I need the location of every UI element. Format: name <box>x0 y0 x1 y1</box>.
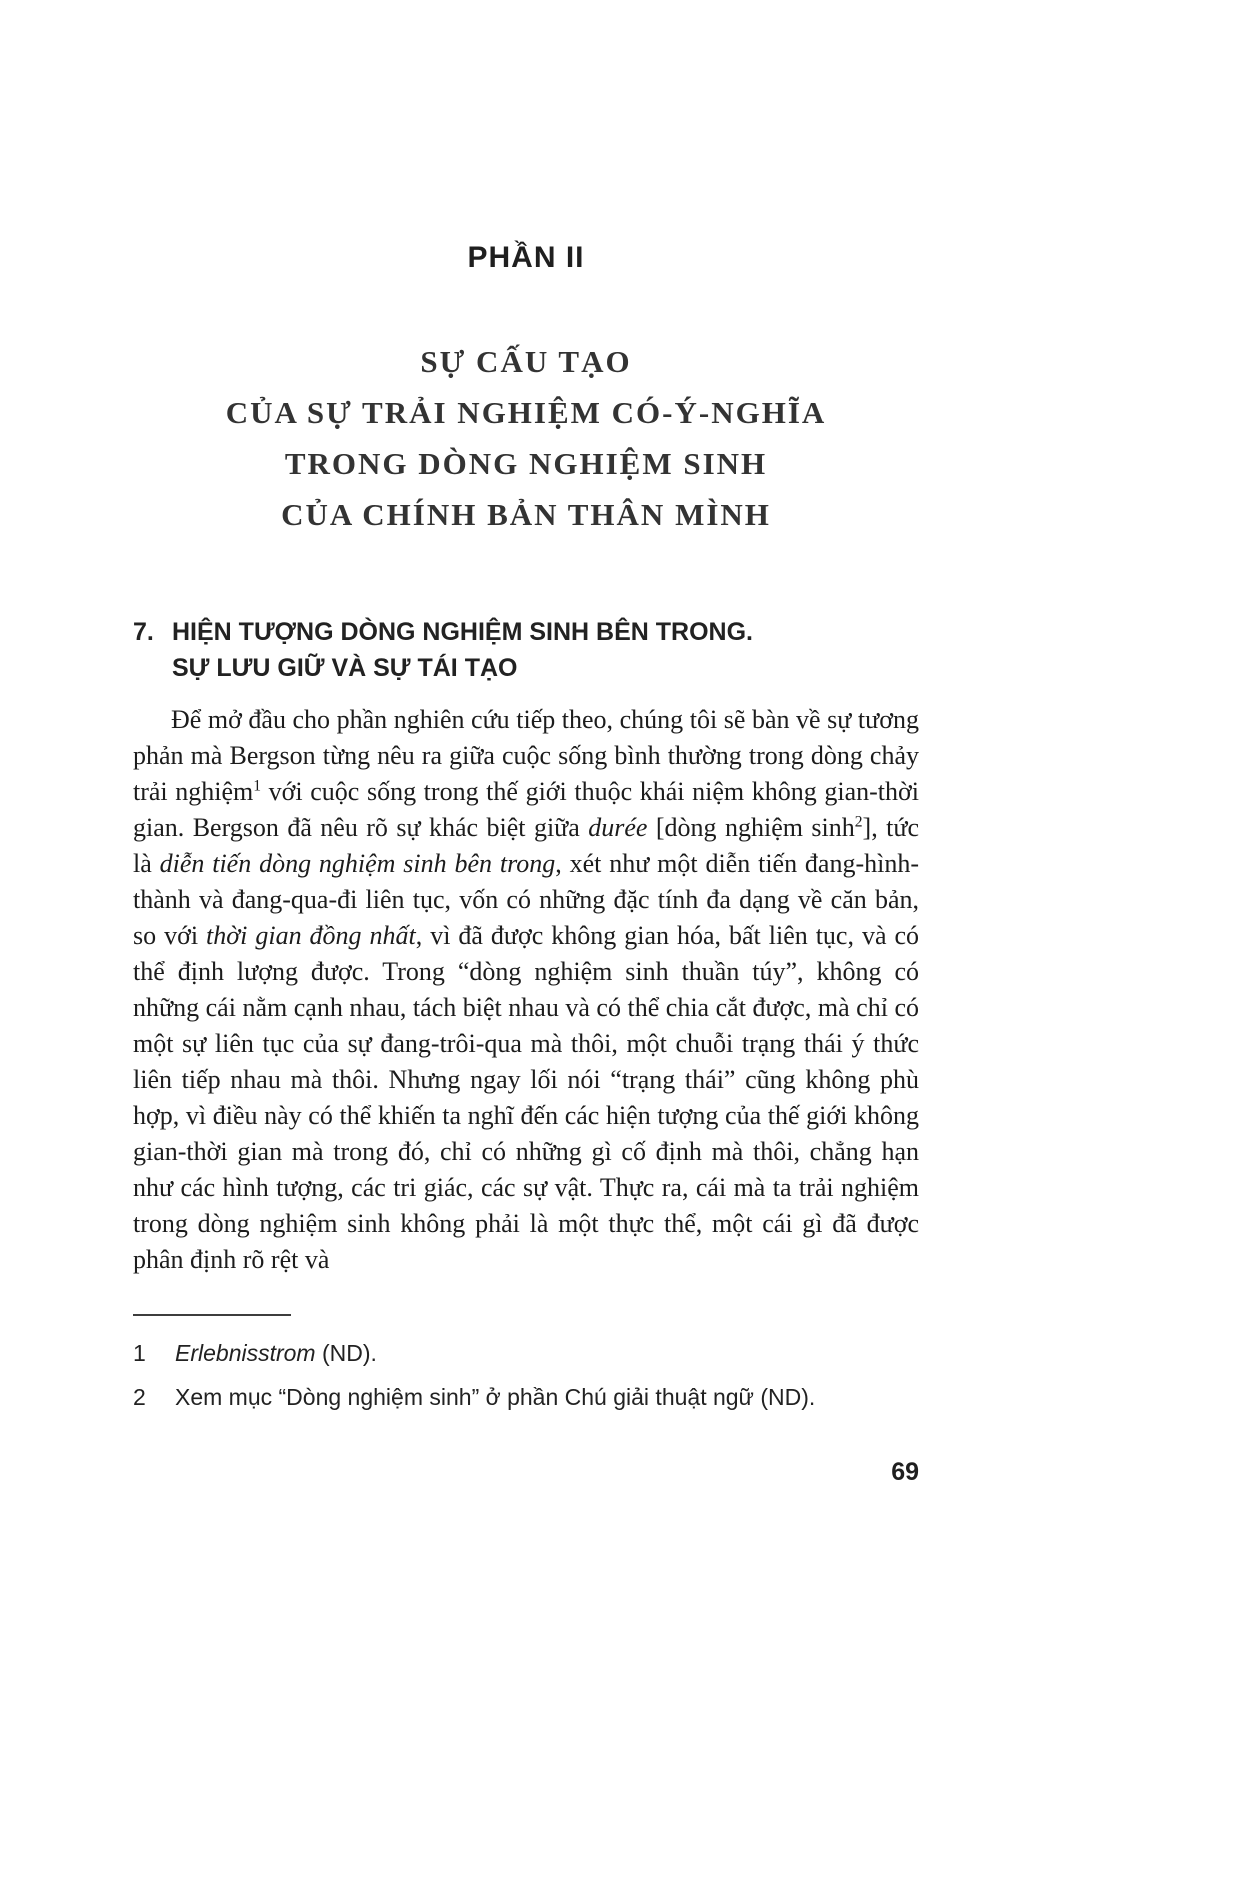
footnote-separator <box>133 1314 291 1316</box>
chapter-title <box>133 336 919 540</box>
chapter-title-line: CỦA SỰ TRẢI NGHIỆM CÓ-Ý-NGHĨA <box>225 395 827 430</box>
section-heading-text <box>172 614 753 686</box>
footnote-number: 1 <box>133 1340 146 1366</box>
section-heading-line: SỰ LƯU GIỮ VÀ SỰ TÁI TẠO <box>172 654 518 682</box>
body-paragraph: Để mở đầu cho phần nghiên cứu tiếp theo, chúng tôi sẽ bàn về sự tương phản mà Bergson từng nêu ra giữa cuộc sống bình thường trong dòng chảy trải nghiệm$^1$ với cuộc sống trong thế giới thuộc khái niệm không gian-thời gian. Bergson đã nêu rõ sự khác biệt giữa durée [dòng nghiệm $\sinh^2$], tức là diễn tiến dòng nghiệm sinh bên trong, xét như một diễn tiến đang-hình-thành và đang-qua-đi liên tục, vốn có những đặc tính đa dạng về căn bản, so với thời gian đồng nhất, vì đã được không gian hóa, bất liên tục, và có thể định lượng được. Trong “dòng nghiệm sinh thuần túy”, không có những cái nằm cạnh nhau, tách biệt nhau và có thể chia cắt được, mà chỉ có một sự liên tục của sự đang-trôi-qua mà thôi, một chuỗi trạng thái ý thức liên tiếp nhau mà thôi. Nhưng ngay lối nói “trạng thái” cũng không phù hợp, vì điều này có thể khiến ta nghĩ đến các hiện tượng của thế giới không gian-thời gian mà trong đó, chỉ có những gì cố định mà thôi, chẳng hạn như các hình tượng, các tri giác, các sự vật. Thực ra, cái mà ta trải nghiệm trong dòng nghiệm sinh không phải là một thực thể, một cái gì đã được phân định rõ rệt và <box>133 705 920 1274</box>
section-heading <box>133 614 919 686</box>
footnotes <box>133 1338 919 1412</box>
footnote-number: 2 <box>133 1384 146 1410</box>
chapter-title-line: SỰ CẤU TẠO <box>420 344 632 379</box>
section-number: 7. <box>133 618 154 646</box>
part-label: PHẦN II <box>467 241 585 274</box>
text-column <box>133 0 920 1486</box>
section-heading-line: HIỆN TƯỢNG DÒNG NGHIỆM SINH BÊN TRONG. <box>172 618 753 646</box>
footnote <box>133 1338 919 1368</box>
page-number: 69 <box>891 1458 919 1486</box>
chapter-title-line: CỦA CHÍNH BẢN THÂN MÌNH <box>281 497 771 532</box>
footnote-text: Xem mục “Dòng nghiệm sinh” ở phần Chú giải thuật ngữ (ND). <box>175 1384 816 1410</box>
chapter-title-line: TRONG DÒNG NGHIỆM SINH <box>284 446 768 481</box>
footnote <box>133 1382 919 1412</box>
footnote-text: Erlebnisstrom (ND). <box>175 1340 377 1366</box>
